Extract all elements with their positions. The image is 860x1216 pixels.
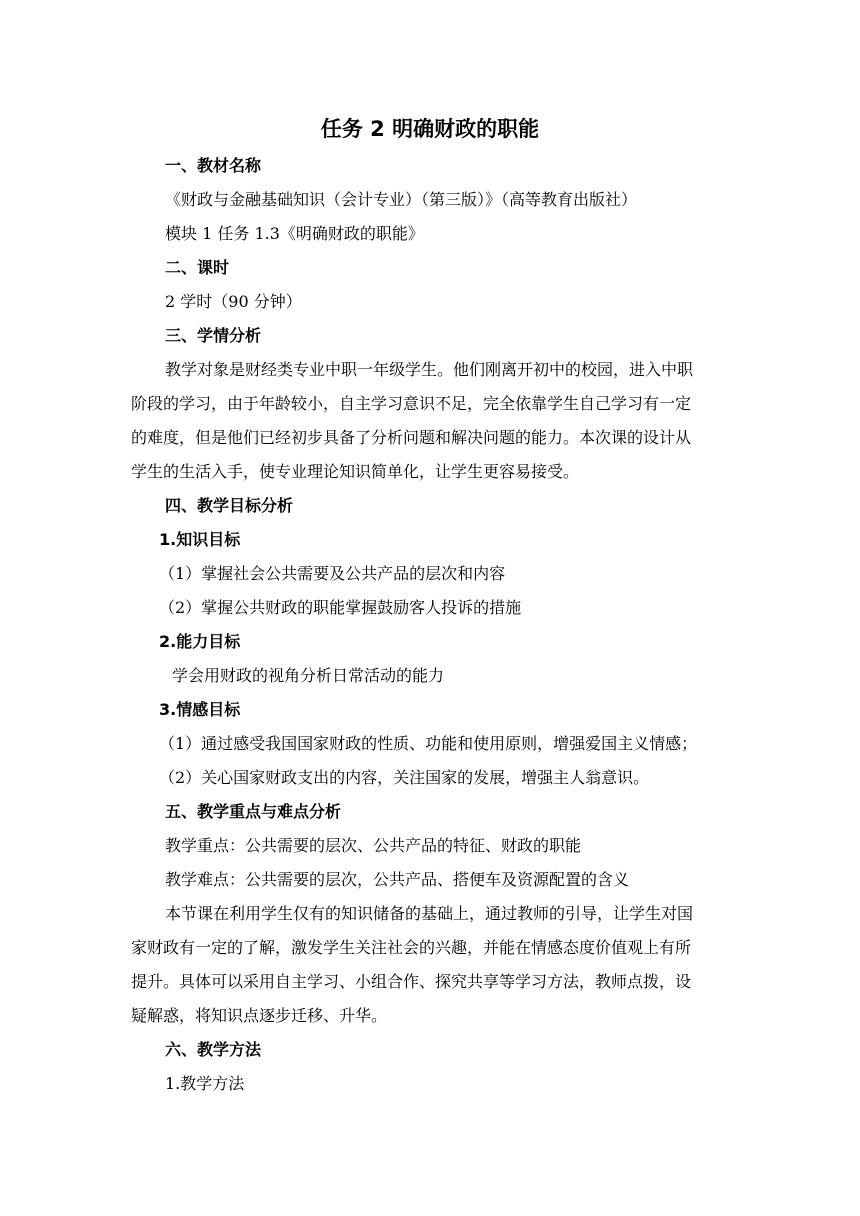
knowledge-objective: （2）掌握公共财政的职能掌握鼓励客人投诉的措施 [159, 598, 522, 617]
ability-objectives-heading: 2.能力目标 [159, 632, 241, 651]
section-heading-hours: 二、课时 [165, 258, 230, 277]
knowledge-objectives-heading: 1.知识目标 [159, 530, 241, 549]
key-point-paragraph-line: 本节课在利用学生仅有的知识储备的基础上，通过教师的引导，让学生对国 [165, 904, 694, 923]
key-point-paragraph-line: 提升。具体可以采用自主学习、小组合作、探究共享等学习方法，教师点拨，设 [131, 972, 692, 991]
section-heading-methods: 六、教学方法 [165, 1040, 262, 1059]
key-point-paragraph-line: 疑解惑，将知识点逐步迁移、升华。 [131, 1006, 388, 1025]
key-point-paragraph-line: 家财政有一定的了解，激发学生关注社会的兴趣，并能在情感态度价值观上有所 [131, 938, 692, 957]
emotion-objective: （1）通过感受我国国家财政的性质、功能和使用原则，增强爱国主义情感； [159, 734, 698, 753]
student-analysis-line: 的难度，但是他们已经初步具备了分析问题和解决问题的能力。本次课的设计从 [131, 428, 692, 447]
section-heading-textbook: 一、教材名称 [165, 156, 262, 175]
ability-objective: 学会用财政的视角分析日常活动的能力 [172, 666, 445, 685]
student-analysis-line: 学生的生活入手，使专业理论知识简单化，让学生更容易接受。 [131, 462, 580, 481]
section-heading-key-points: 五、教学重点与难点分析 [165, 802, 342, 821]
key-point: 教学重点：公共需要的层次、公共产品的特征、财政的职能 [165, 836, 582, 855]
difficult-point: 教学难点：公共需要的层次，公共产品、搭便车及资源配置的含义 [165, 870, 630, 889]
student-analysis-line: 阶段的学习，由于年龄较小，自主学习意识不足，完全依靠学生自己学习有一定 [131, 394, 692, 413]
section-heading-students: 三、学情分析 [165, 326, 262, 345]
emotion-objective: （2）关心国家财政支出的内容，关注国家的发展，增强主人翁意识。 [159, 768, 650, 787]
textbook-module: 模块 1 任务 1.3《明确财政的职能》 [165, 224, 424, 243]
emotion-objectives-heading: 3.情感目标 [159, 700, 241, 719]
student-analysis-line: 教学对象是财经类专业中职一年级学生。他们刚离开初中的校园，进入中职 [165, 360, 694, 379]
teaching-method-item: 1.教学方法 [165, 1074, 245, 1093]
class-hours: 2 学时（90 分钟） [165, 292, 302, 311]
document-title: 任务 2 明确财政的职能 [320, 117, 540, 141]
textbook-name: 《财政与金融基础知识（会计专业）（第三版）》（高等教育出版社） [165, 190, 638, 209]
knowledge-objective: （1）掌握社会公共需要及公共产品的层次和内容 [159, 564, 506, 583]
section-heading-objectives: 四、教学目标分析 [165, 496, 294, 515]
